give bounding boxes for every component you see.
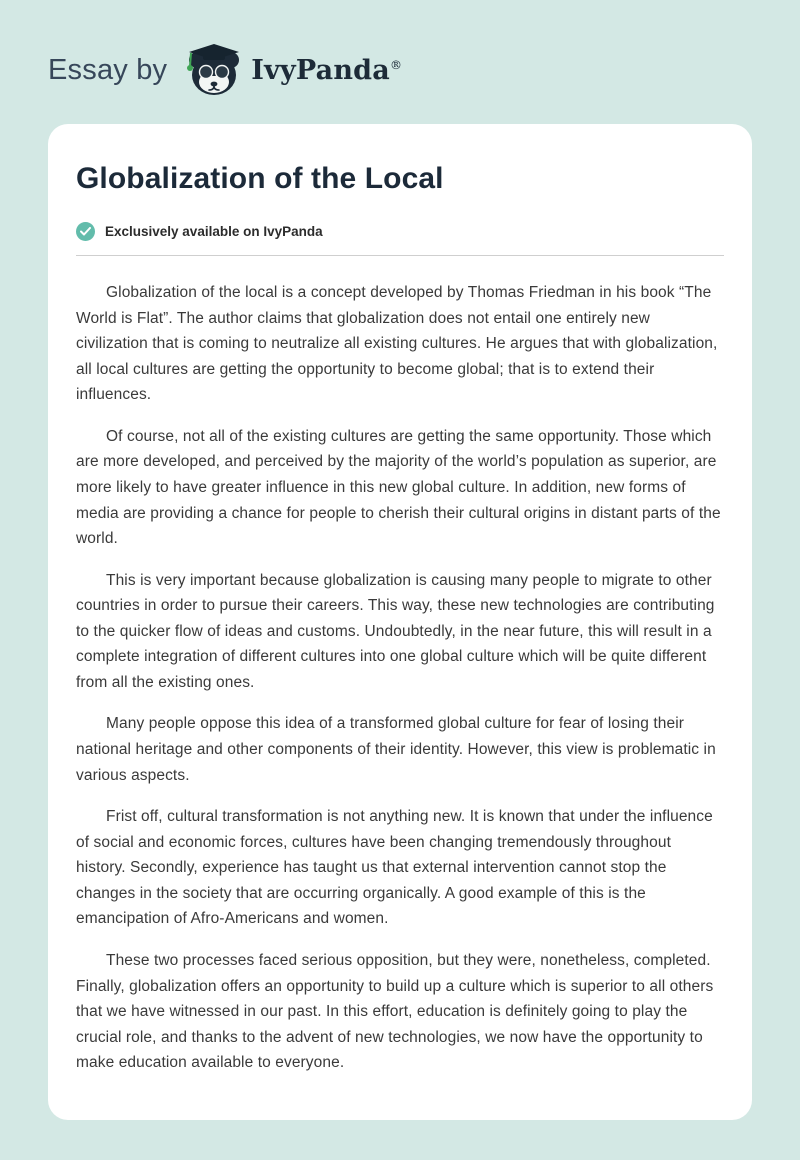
ivypanda-logo bbox=[181, 42, 402, 98]
registered-mark: ® bbox=[389, 57, 403, 72]
essay-paragraph: Frist off, cultural transformation is not anything new. It is known that under the influence of social and economic forces, cultures have been changing tremendously throughout history. Secondly, experience has taught us that external intervention cannot stop the changes in the society that are occurring organically. A good example of this is the emancipation of Afro-Americans and women. bbox=[76, 808, 713, 928]
panda-graduate-icon bbox=[181, 42, 243, 98]
essay-paragraph: These two processes faced serious opposition, but they were, nonetheless, completed. Finally, globalization offers an opportunity to build up a culture which is superior to all others that we have witnessed in our past. In this effort, education is definitely going to play the crucial role, and thanks to the advent of new technologies, we now have the opportunity to make education available to everyone. bbox=[76, 951, 714, 1072]
essay-by-label: Essay by bbox=[48, 53, 168, 86]
divider bbox=[76, 255, 724, 256]
essay-paragraph: Of course, not all of the existing cultures are getting the same opportunity. Those which are more developed, and perceived by the majority of the world’s population as superior, are more likely to have greater influence in this new global culture. In addition, new forms of media are providing a chance for people to cherish their cultural origins in distant parts of the world. bbox=[76, 427, 721, 548]
essay-paragraph: Globalization of the local is a concept developed by Thomas Friedman in his book “The World is Flat”. The author claims that globalization does not entail one entirely new civilization that is coming to neutralize all existing cultures. He argues that with globalization, all local cultures are getting the opportunity to become global; that is to extend their influences. bbox=[76, 284, 718, 404]
page-header bbox=[0, 0, 800, 124]
essay-card bbox=[48, 124, 752, 1120]
essay-body bbox=[76, 280, 724, 1076]
essay-paragraph: Many people oppose this idea of a transformed global culture for fear of losing their national heritage and other components of their identity. However, this view is problematic in various aspects. bbox=[76, 715, 716, 784]
availability-badge bbox=[76, 222, 724, 241]
brand-name bbox=[251, 55, 402, 86]
page-title: Globalization of the Local bbox=[76, 162, 444, 195]
brand-text: IvyPanda bbox=[251, 54, 390, 86]
essay-paragraph: This is very important because globalization is causing many people to migrate to other countries in order to pursue their careers. This way, these new technologies are contributing to the quicker flow of ideas and customs. Undoubtedly, in the near future, this will result in a complete integration of different cultures into one global culture which will be quite different from all the existing ones. bbox=[76, 571, 715, 691]
availability-label: Exclusively available on IvyPanda bbox=[105, 224, 323, 239]
check-icon bbox=[76, 222, 95, 241]
